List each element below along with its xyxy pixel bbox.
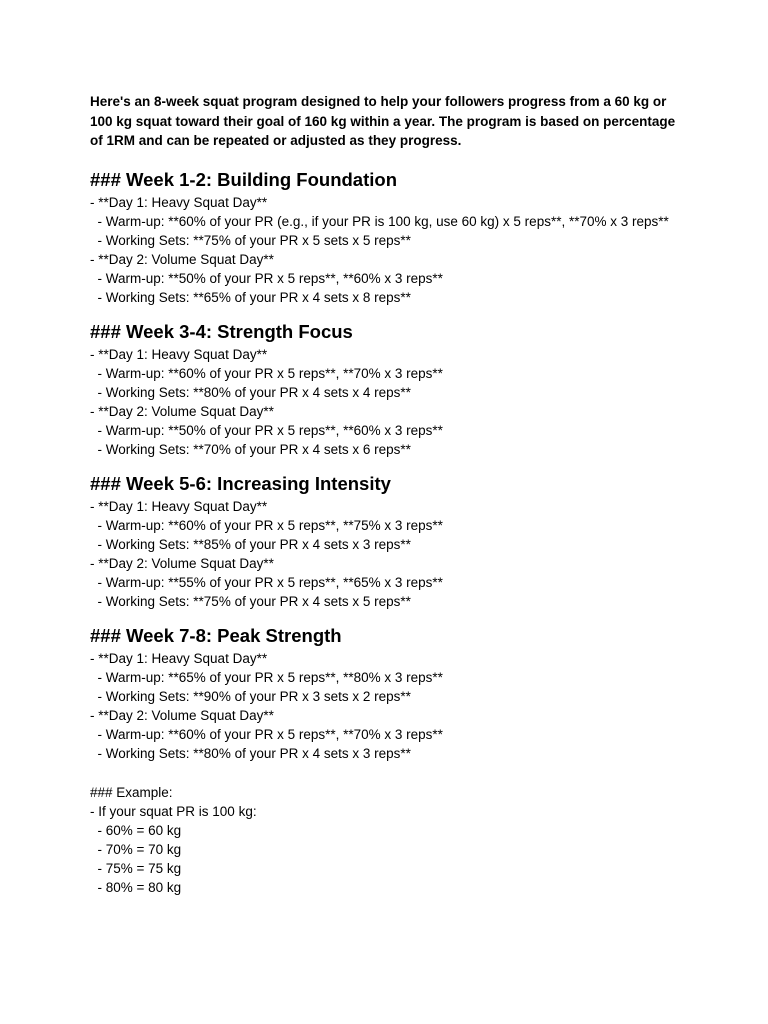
section-heading: ### Week 7-8: Peak Strength [90,624,342,646]
section-heading: ### Week 1-2: Building Foundation [90,168,397,190]
list-item: - 75% = 75 kg [90,860,182,876]
list-item: - 60% = 60 kg [90,822,182,838]
list-item: - **Day 2: Volume Squat Day** [90,251,274,267]
section-heading: ### Week 5-6: Increasing Intensity [90,472,391,494]
example-section [90,783,690,897]
list-item: - **Day 1: Heavy Squat Day** [90,194,268,210]
list-item: - Working Sets: **75% of your PR x 5 sets x 5 reps** [90,232,411,248]
list-item: - Warm-up: **65% of your PR x 5 reps**, **80% x 3 reps** [90,669,443,685]
list-item: - 80% = 80 kg [90,879,182,895]
week-section-1-2 [90,168,690,307]
week-section-7-8 [90,624,690,763]
week-section-3-4 [90,320,690,459]
list-item: - Warm-up: **50% of your PR x 5 reps**, **60% x 3 reps** [90,270,443,286]
list-item: - Warm-up: **50% of your PR x 5 reps**, **60% x 3 reps** [90,422,443,438]
list-item: - Working Sets: **85% of your PR x 4 sets x 3 reps** [90,536,411,552]
list-item: - **Day 2: Volume Squat Day** [90,403,274,419]
list-item: - If your squat PR is 100 kg: [90,803,257,819]
intro-paragraph: Here's an 8-week squat program designed to help your followers progress from a 60 kg or 100 kg squat toward their goal of 160 kg within a year. The program is based on percentage of 1RM and can be repeated or adjusted as they progress. [90,94,676,148]
list-item: - Warm-up: **60% of your PR (e.g., if your PR is 100 kg, use 60 kg) x 5 reps**, **70% x 3 reps** [90,213,669,229]
list-item: - Warm-up: **60% of your PR x 5 reps**, **70% x 3 reps** [90,726,443,742]
list-item: - Warm-up: **55% of your PR x 5 reps**, **65% x 3 reps** [90,574,443,590]
example-heading: ### Example: [90,784,173,800]
list-item: - **Day 1: Heavy Squat Day** [90,498,268,514]
list-item: - Working Sets: **80% of your PR x 4 sets x 3 reps** [90,745,411,761]
list-item: - **Day 2: Volume Squat Day** [90,555,274,571]
list-item: - 70% = 70 kg [90,841,182,857]
week-section-5-6 [90,472,690,611]
section-heading: ### Week 3-4: Strength Focus [90,320,353,342]
list-item: - Warm-up: **60% of your PR x 5 reps**, **75% x 3 reps** [90,517,443,533]
list-item: - Working Sets: **90% of your PR x 3 sets x 2 reps** [90,688,411,704]
list-item: - Warm-up: **60% of your PR x 5 reps**, **70% x 3 reps** [90,365,443,381]
document-page [90,92,690,897]
list-item: - Working Sets: **65% of your PR x 4 sets x 8 reps** [90,289,411,305]
list-item: - **Day 1: Heavy Squat Day** [90,346,268,362]
list-item: - Working Sets: **70% of your PR x 4 sets x 6 reps** [90,441,411,457]
list-item: - Working Sets: **80% of your PR x 4 sets x 4 reps** [90,384,411,400]
list-item: - **Day 1: Heavy Squat Day** [90,650,268,666]
list-item: - Working Sets: **75% of your PR x 4 sets x 5 reps** [90,593,411,609]
list-item: - **Day 2: Volume Squat Day** [90,707,274,723]
